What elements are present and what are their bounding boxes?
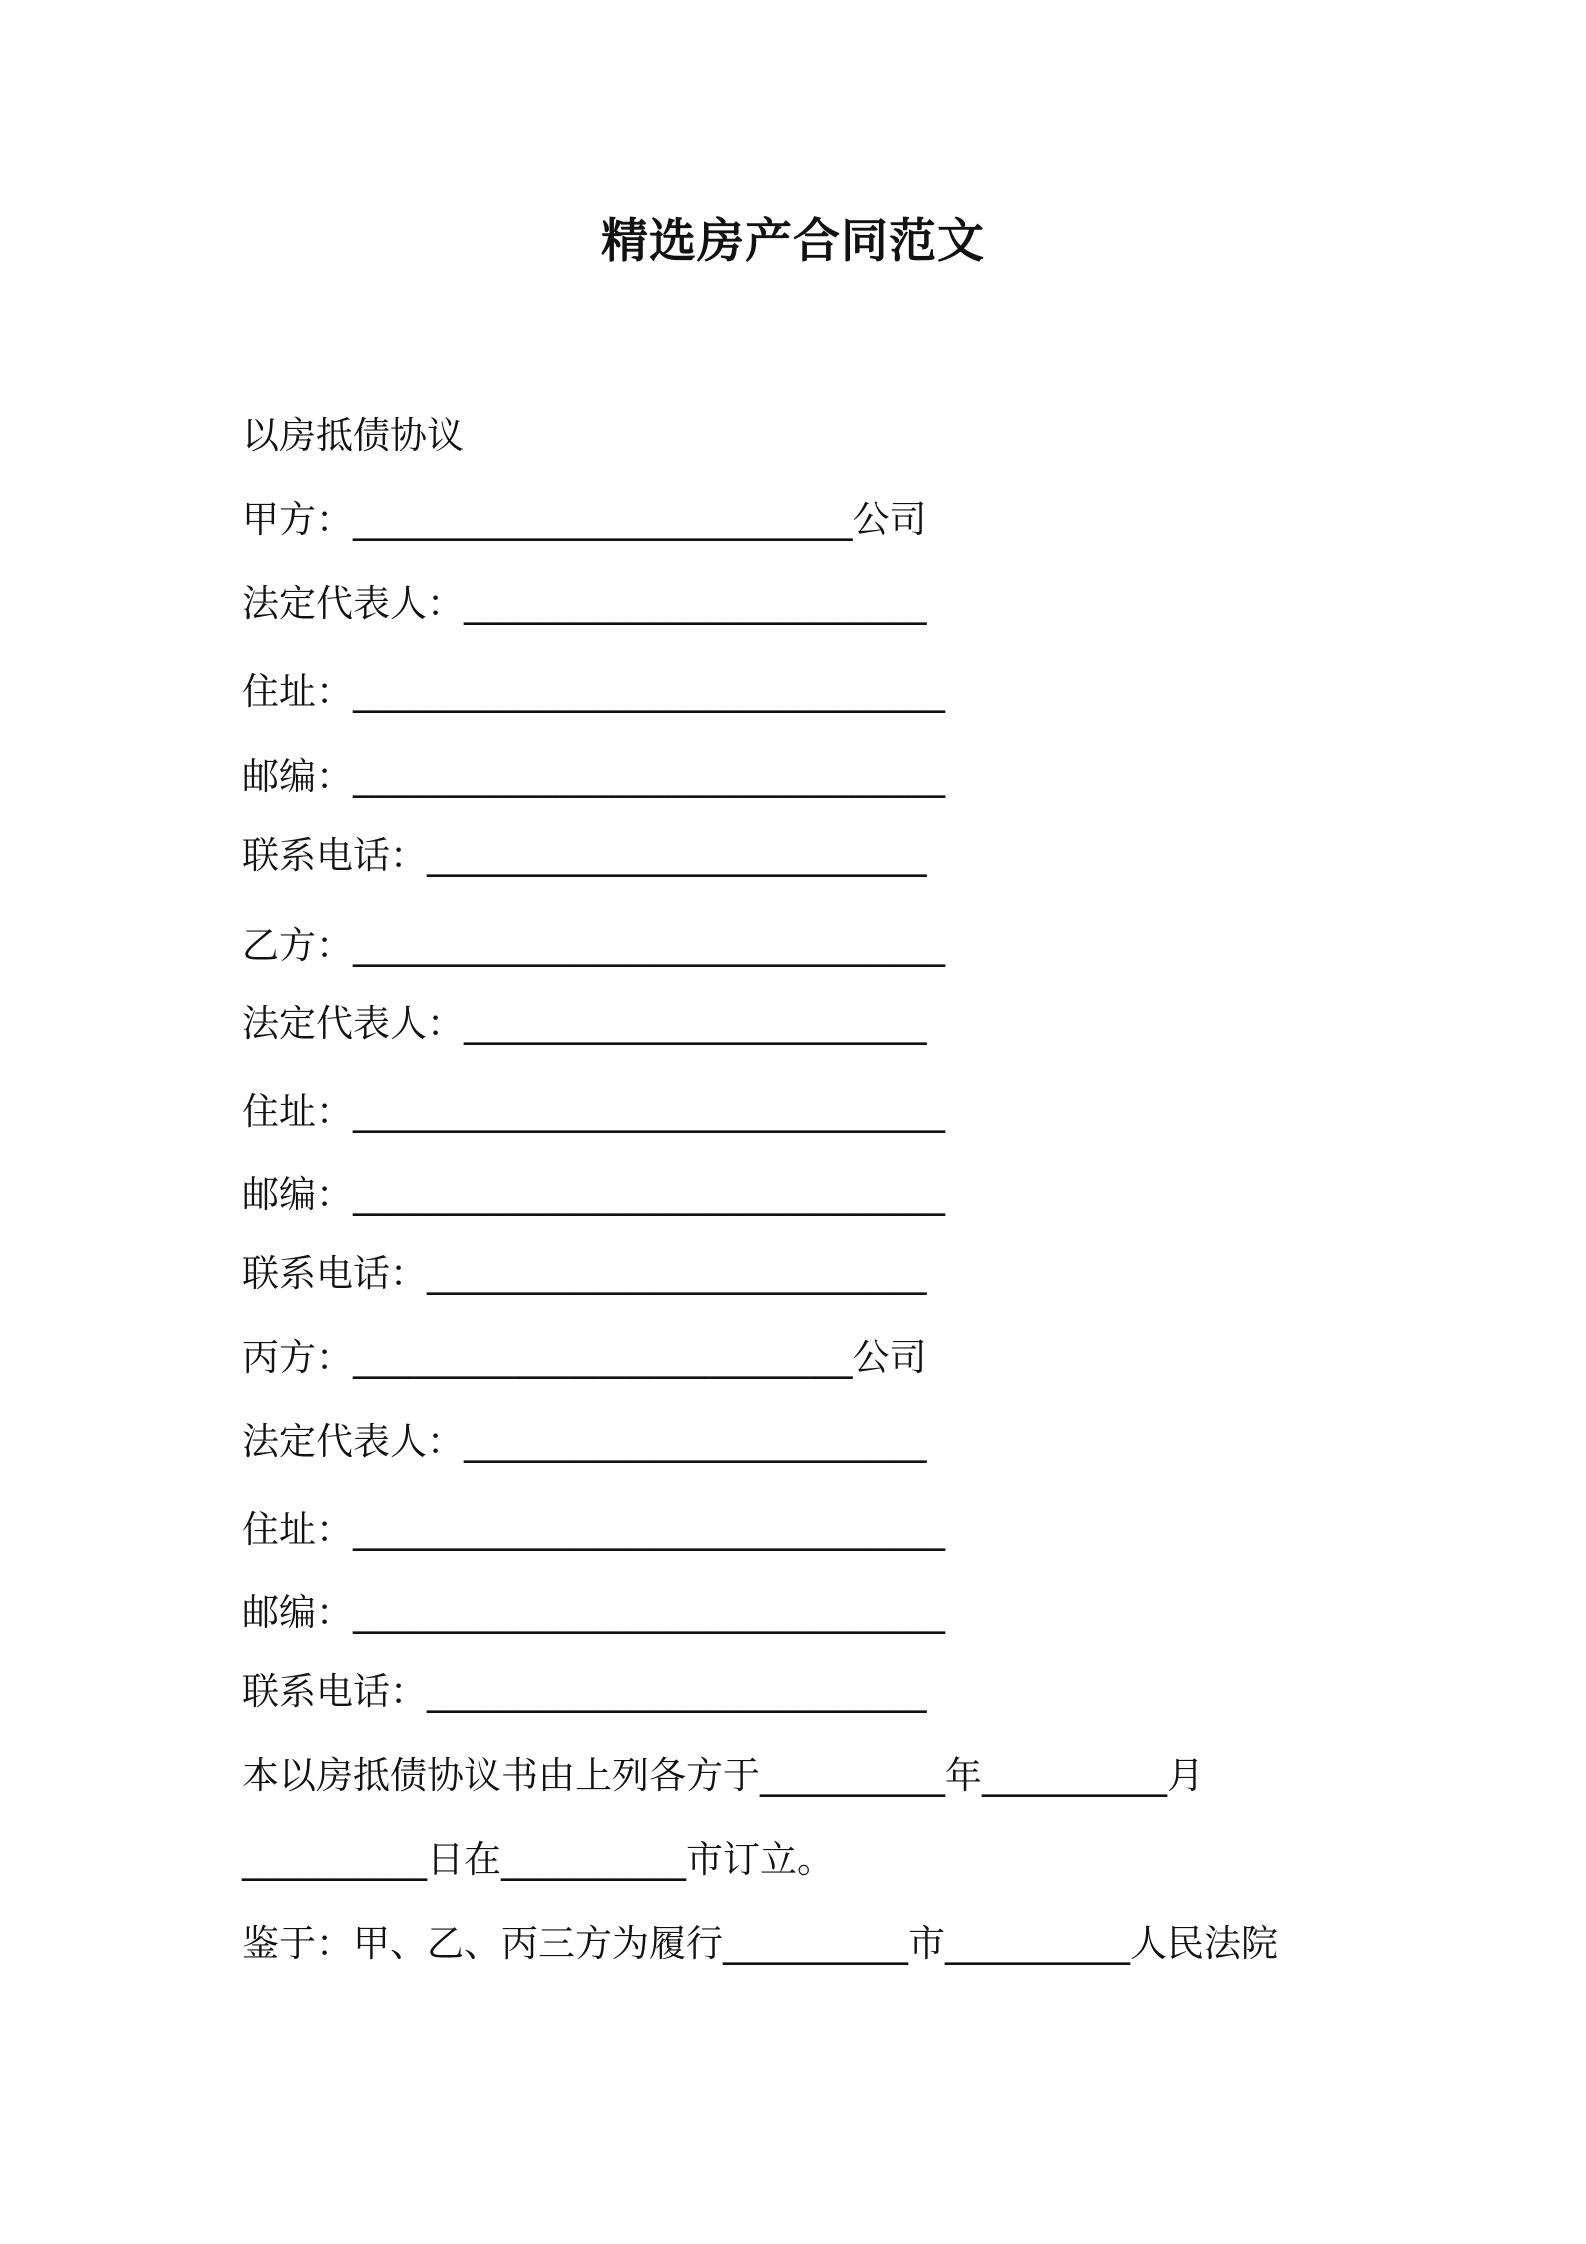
party-a-representative-line: 法定代表人：_________________________ — [242, 582, 927, 625]
agreement-heading: 以房抵债协议 — [242, 414, 464, 457]
party-a-address-line: 住址：________________________________ — [242, 670, 945, 713]
party-c-representative-line: 法定代表人：_________________________ — [242, 1420, 927, 1463]
recital-line: 鉴于：甲、乙、丙三方为履行__________市__________人民法院 — [242, 1922, 1278, 1965]
party-a-line: 甲方：___________________________公司 — [242, 498, 927, 541]
party-b-line: 乙方：________________________________ — [242, 924, 945, 967]
party-a-postcode-line: 邮编：________________________________ — [242, 755, 945, 798]
party-c-postcode-line: 邮编：________________________________ — [242, 1591, 945, 1634]
party-b-phone-line: 联系电话：___________________________ — [242, 1252, 927, 1295]
signing-date-line: 本以房抵债协议书由上列各方于__________年__________月 — [242, 1754, 1204, 1797]
party-c-phone-line: 联系电话：___________________________ — [242, 1670, 927, 1713]
party-a-phone-line: 联系电话：___________________________ — [242, 834, 927, 877]
party-c-line: 丙方：___________________________公司 — [242, 1336, 927, 1379]
party-b-representative-line: 法定代表人：_________________________ — [242, 1002, 927, 1045]
signing-place-line: __________日在__________市订立。 — [242, 1838, 834, 1881]
party-b-postcode-line: 邮编：________________________________ — [242, 1173, 945, 1216]
document-title: 精选房产合同范文 — [601, 214, 985, 269]
party-c-address-line: 住址：________________________________ — [242, 1508, 945, 1551]
party-b-address-line: 住址：________________________________ — [242, 1090, 945, 1133]
